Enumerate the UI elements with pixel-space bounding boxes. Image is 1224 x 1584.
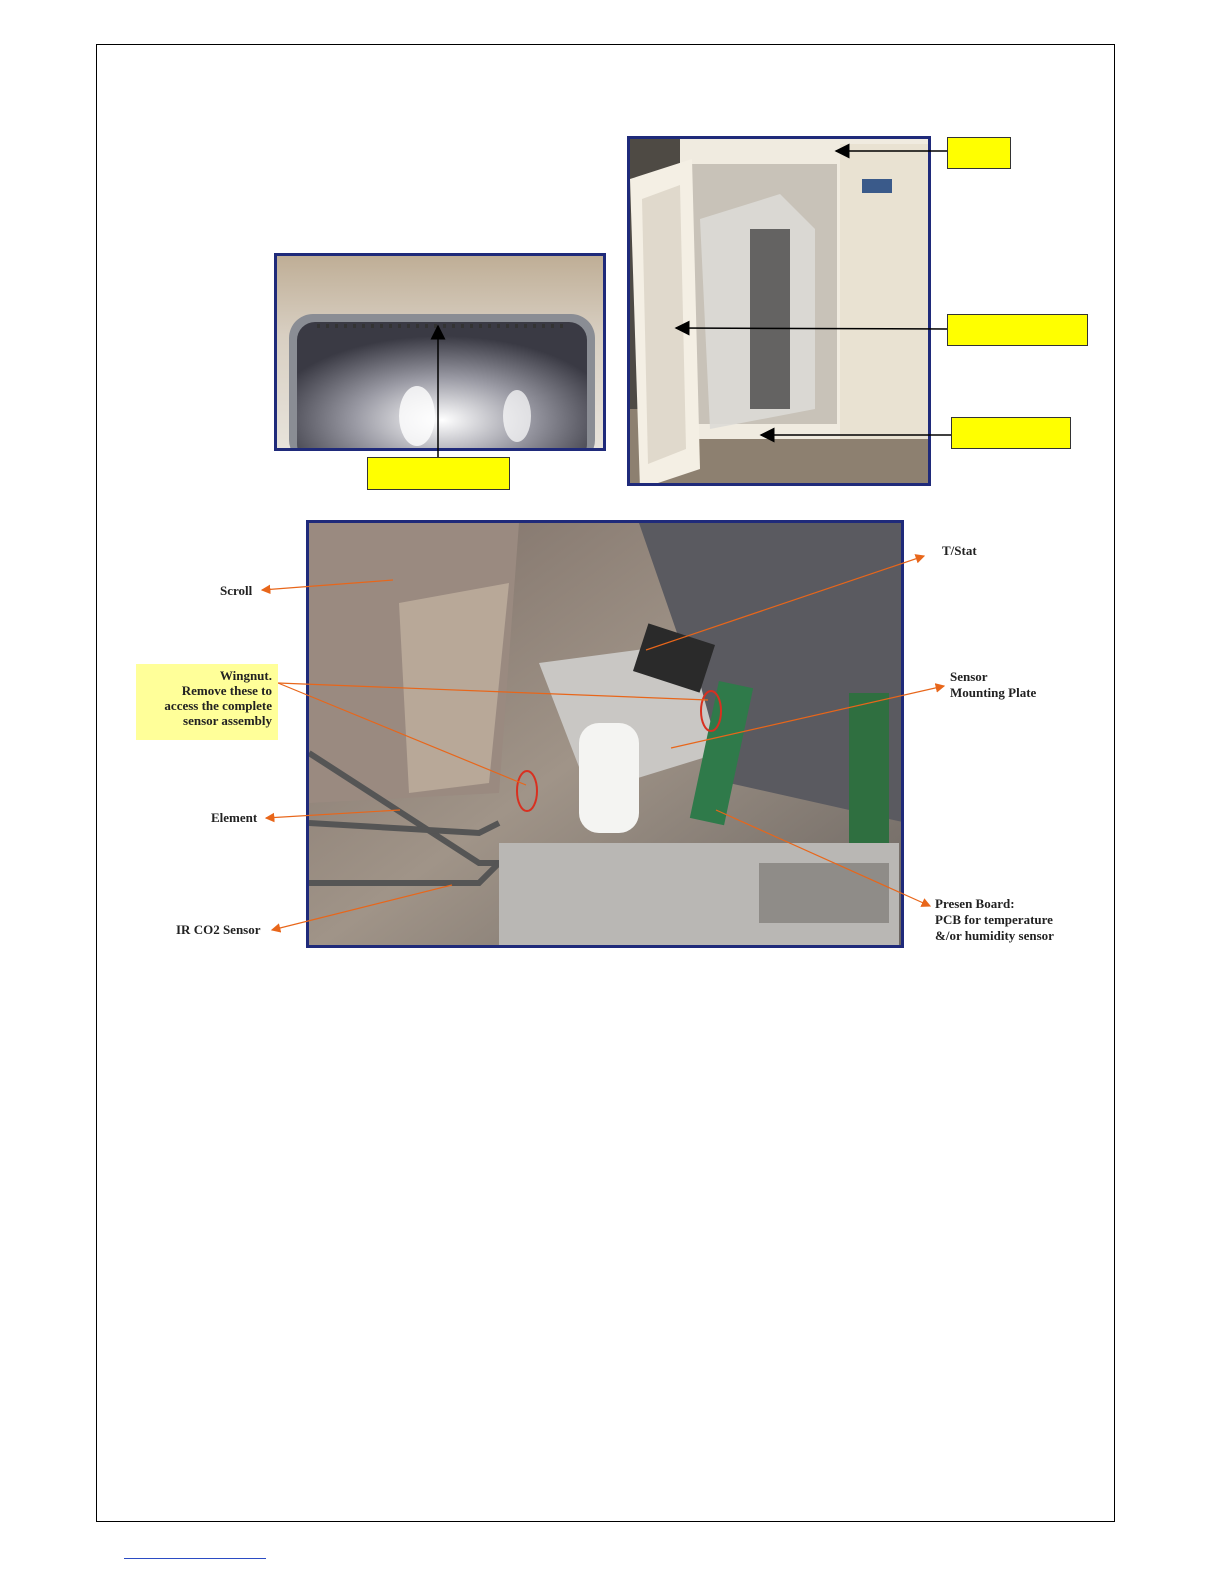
presen-board-label-line1: Presen Board:	[935, 896, 1015, 911]
wingnut-note-line2: Remove these to	[181, 683, 272, 698]
sensor-plate-label-line1: Sensor	[950, 669, 988, 684]
sensor-plate-label-line2: Mounting Plate	[950, 685, 1037, 700]
ir-co2-sensor-label: IR CO2 Sensor	[176, 922, 261, 937]
wingnut-note-line3: access the complete	[164, 698, 272, 713]
tstat-label: T/Stat	[942, 543, 977, 558]
wingnut-note-line4: sensor assembly	[183, 713, 272, 728]
scroll-label: Scroll	[220, 583, 253, 598]
wingnut-note-line1: Wingnut.	[219, 668, 272, 683]
sensor-plate-label	[950, 669, 1036, 701]
presen-board-label	[935, 896, 1054, 944]
footnote-separator	[124, 1558, 266, 1559]
presen-board-label-line3: &/or humidity sensor	[935, 928, 1054, 943]
element-label: Element	[211, 810, 258, 825]
presen-board-label-line2: PCB for temperature	[935, 912, 1053, 927]
wingnut-note	[136, 664, 278, 740]
